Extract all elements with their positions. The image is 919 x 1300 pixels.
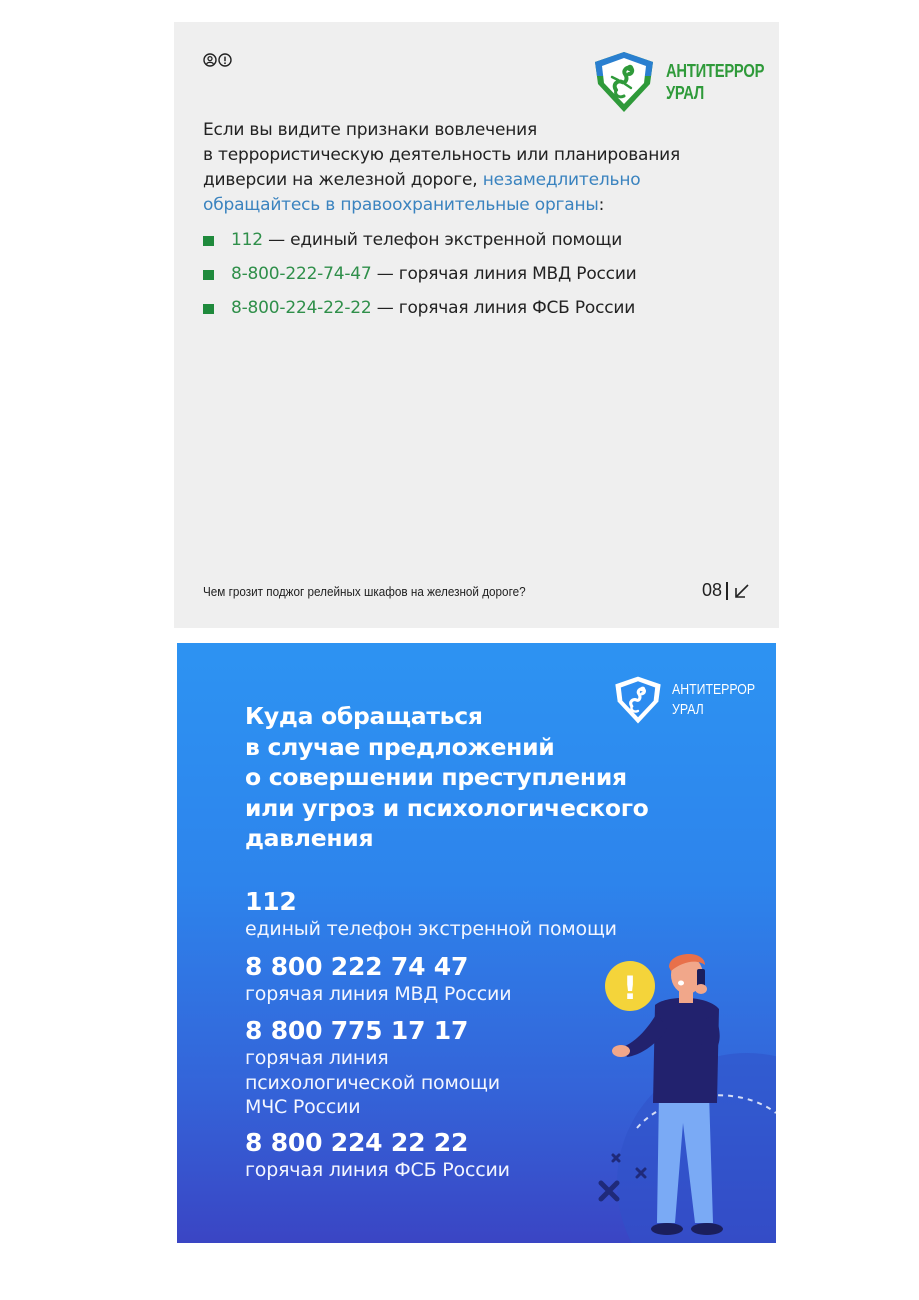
hotline-block (245, 887, 617, 942)
hotline-description: горячая линия (245, 1047, 389, 1069)
exclamation-icon: ! (622, 969, 638, 1007)
card-title (245, 701, 715, 854)
paragraph-punctuation: : (598, 195, 605, 215)
person-circle-icon (203, 53, 217, 67)
page-indicator (702, 580, 750, 601)
highlight-text: обращайтесь в правоохранительные органы (203, 195, 599, 215)
highlight-text: незамедлительно (482, 170, 641, 190)
paragraph-line: в террористическую деятельность или планирования (203, 145, 681, 165)
title-line: в случае предложений (245, 732, 555, 761)
lizard-shield-icon (592, 50, 656, 114)
title-line: о совершении преступления (245, 763, 627, 791)
phone-number[interactable]: 112 (245, 887, 297, 916)
antiterror-ural-logo (592, 50, 786, 114)
bullet-square-icon (203, 270, 214, 280)
phone-number[interactable]: 112 (231, 230, 263, 250)
hotline-label: — горячая линия МВД России (371, 264, 637, 284)
hotline-description: психологической помощи (245, 1071, 500, 1094)
bullet-square-icon (203, 304, 214, 314)
logo-text (666, 60, 764, 104)
age-rating-icons (203, 53, 232, 67)
hotline-list (203, 227, 637, 329)
hotline-description: единый телефон экстренной помощи (245, 918, 617, 940)
phone-number[interactable]: 8-800-222-74-47 (231, 264, 372, 284)
title-line: или угроз и психологического (245, 793, 649, 822)
hotline-block (245, 1128, 510, 1183)
phone-number[interactable]: 8 800 222 74 47 (245, 952, 469, 981)
hotline-label: — горячая линия ФСБ России (371, 298, 636, 318)
hotline-description: горячая линия ФСБ России (245, 1159, 510, 1181)
cross-decoration-icon (601, 1183, 617, 1199)
title-line: давления (245, 824, 374, 852)
info-card-antiterror (174, 22, 779, 628)
hotline-block (245, 952, 511, 1007)
logo-line-2: УРАЛ (666, 83, 704, 103)
page-number: 08 (702, 580, 723, 600)
person-on-phone-illustration (597, 943, 776, 1243)
phone-number[interactable]: 8 800 775 17 17 (245, 1016, 469, 1045)
logo-line-1: АНТИТЕРРОР (672, 681, 756, 698)
phone-number[interactable]: 8-800-224-22-22 (231, 298, 372, 318)
paragraph-line: диверсии на железной дороге, (203, 170, 483, 190)
hotline-item (203, 295, 637, 329)
intro-paragraph (203, 118, 743, 218)
arrow-down-left-icon[interactable] (734, 583, 750, 599)
logo-line-1: АНТИТЕРРОР (666, 61, 765, 81)
bullet-square-icon (203, 236, 214, 246)
title-line: Куда обращаться (245, 702, 483, 730)
warning-circle-icon (218, 53, 232, 67)
hotlines-card (177, 643, 776, 1243)
divider (726, 582, 728, 600)
logo-line-2: УРАЛ (672, 701, 704, 718)
hotline-description: МЧС России (245, 1096, 361, 1118)
footer-caption: Чем грозит поджог релейных шкафов на железной дороге? (203, 584, 526, 599)
hotline-block (245, 1016, 500, 1120)
hotline-item (203, 227, 637, 261)
hotline-description: горячая линия МВД России (245, 983, 512, 1005)
hotline-label: — единый телефон экстренной помощи (262, 230, 623, 250)
phone-number[interactable]: 8 800 224 22 22 (245, 1128, 469, 1157)
hotline-item (203, 261, 637, 295)
paragraph-line: Если вы видите признаки вовлечения (203, 120, 537, 140)
